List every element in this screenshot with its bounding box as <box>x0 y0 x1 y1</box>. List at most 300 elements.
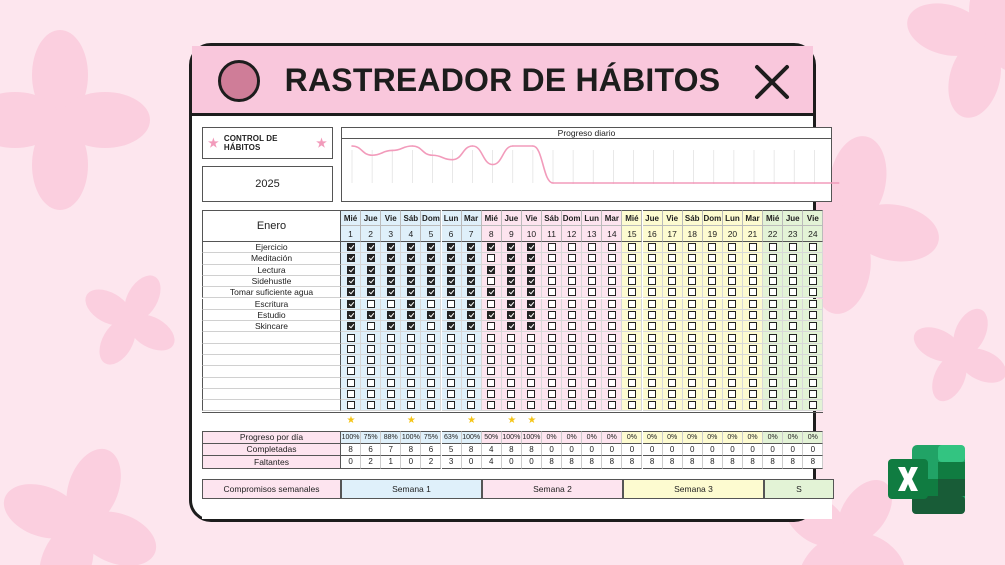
checkbox[interactable] <box>608 254 616 262</box>
checkbox-checked[interactable] <box>407 277 415 285</box>
checkbox[interactable] <box>749 254 757 262</box>
checkbox[interactable] <box>668 243 676 251</box>
checkbox[interactable] <box>347 345 355 353</box>
checkbox[interactable] <box>387 379 395 387</box>
checkbox[interactable] <box>728 277 736 285</box>
checkbox[interactable] <box>367 390 375 398</box>
checkbox[interactable] <box>769 345 777 353</box>
checkbox[interactable] <box>688 277 696 285</box>
checkbox[interactable] <box>749 322 757 330</box>
checkbox-checked[interactable] <box>407 311 415 319</box>
checkbox[interactable] <box>548 288 556 296</box>
checkbox[interactable] <box>648 334 656 342</box>
checkbox[interactable] <box>688 379 696 387</box>
checkbox[interactable] <box>708 300 716 308</box>
habit-name-empty[interactable] <box>202 378 341 389</box>
checkbox[interactable] <box>467 334 475 342</box>
checkbox[interactable] <box>588 243 596 251</box>
checkbox[interactable] <box>548 367 556 375</box>
checkbox[interactable] <box>447 367 455 375</box>
checkbox[interactable] <box>789 243 797 251</box>
checkbox-checked[interactable] <box>347 300 355 308</box>
checkbox[interactable] <box>367 401 375 409</box>
checkbox[interactable] <box>347 390 355 398</box>
checkbox-checked[interactable] <box>527 277 535 285</box>
checkbox[interactable] <box>668 300 676 308</box>
checkbox[interactable] <box>789 277 797 285</box>
checkbox[interactable] <box>809 243 817 251</box>
checkbox[interactable] <box>427 356 435 364</box>
checkbox-checked[interactable] <box>487 266 495 274</box>
checkbox[interactable] <box>749 311 757 319</box>
checkbox[interactable] <box>809 254 817 262</box>
checkbox[interactable] <box>648 401 656 409</box>
habit-name[interactable]: Estudio <box>202 310 341 321</box>
checkbox[interactable] <box>487 390 495 398</box>
checkbox[interactable] <box>467 379 475 387</box>
checkbox[interactable] <box>769 288 777 296</box>
checkbox[interactable] <box>688 322 696 330</box>
checkbox[interactable] <box>728 288 736 296</box>
checkbox[interactable] <box>648 277 656 285</box>
habit-name[interactable]: Sidehustle <box>202 276 341 287</box>
checkbox[interactable] <box>568 288 576 296</box>
checkbox-checked[interactable] <box>527 311 535 319</box>
checkbox[interactable] <box>809 401 817 409</box>
habit-name-empty[interactable] <box>202 389 341 400</box>
checkbox[interactable] <box>728 356 736 364</box>
checkbox[interactable] <box>628 288 636 296</box>
checkbox[interactable] <box>749 334 757 342</box>
checkbox[interactable] <box>789 401 797 409</box>
checkbox[interactable] <box>749 401 757 409</box>
checkbox[interactable] <box>367 300 375 308</box>
checkbox[interactable] <box>789 288 797 296</box>
checkbox[interactable] <box>507 367 515 375</box>
checkbox[interactable] <box>347 356 355 364</box>
checkbox-checked[interactable] <box>527 300 535 308</box>
checkbox[interactable] <box>487 367 495 375</box>
checkbox[interactable] <box>427 300 435 308</box>
checkbox-checked[interactable] <box>467 311 475 319</box>
checkbox[interactable] <box>568 322 576 330</box>
checkbox[interactable] <box>487 322 495 330</box>
checkbox[interactable] <box>527 390 535 398</box>
checkbox-checked[interactable] <box>387 277 395 285</box>
checkbox[interactable] <box>688 390 696 398</box>
checkbox-checked[interactable] <box>367 311 375 319</box>
checkbox-checked[interactable] <box>507 311 515 319</box>
checkbox[interactable] <box>628 379 636 387</box>
checkbox[interactable] <box>548 266 556 274</box>
checkbox[interactable] <box>688 367 696 375</box>
checkbox[interactable] <box>668 334 676 342</box>
checkbox[interactable] <box>628 243 636 251</box>
checkbox[interactable] <box>769 300 777 308</box>
checkbox[interactable] <box>427 345 435 353</box>
checkbox[interactable] <box>789 390 797 398</box>
checkbox-checked[interactable] <box>347 277 355 285</box>
checkbox[interactable] <box>427 367 435 375</box>
checkbox[interactable] <box>608 300 616 308</box>
checkbox[interactable] <box>769 401 777 409</box>
month-header[interactable]: Enero <box>202 210 341 242</box>
checkbox[interactable] <box>568 345 576 353</box>
checkbox[interactable] <box>648 243 656 251</box>
checkbox[interactable] <box>628 266 636 274</box>
week-2-label[interactable]: Semana 2 <box>482 479 623 499</box>
checkbox[interactable] <box>568 334 576 342</box>
checkbox-checked[interactable] <box>367 243 375 251</box>
checkbox-checked[interactable] <box>447 288 455 296</box>
week-4-label[interactable]: S <box>764 479 834 499</box>
checkbox[interactable] <box>749 367 757 375</box>
checkbox[interactable] <box>769 254 777 262</box>
checkbox[interactable] <box>367 334 375 342</box>
checkbox[interactable] <box>447 300 455 308</box>
checkbox[interactable] <box>568 401 576 409</box>
checkbox-checked[interactable] <box>507 288 515 296</box>
checkbox[interactable] <box>407 379 415 387</box>
checkbox[interactable] <box>427 401 435 409</box>
checkbox[interactable] <box>769 367 777 375</box>
checkbox[interactable] <box>648 254 656 262</box>
checkbox[interactable] <box>548 379 556 387</box>
checkbox[interactable] <box>708 401 716 409</box>
checkbox[interactable] <box>668 311 676 319</box>
checkbox[interactable] <box>688 300 696 308</box>
checkbox-checked[interactable] <box>507 277 515 285</box>
checkbox-checked[interactable] <box>347 254 355 262</box>
checkbox-checked[interactable] <box>407 243 415 251</box>
checkbox[interactable] <box>708 390 716 398</box>
checkbox[interactable] <box>548 254 556 262</box>
checkbox[interactable] <box>708 356 716 364</box>
checkbox[interactable] <box>608 266 616 274</box>
checkbox-checked[interactable] <box>527 243 535 251</box>
checkbox[interactable] <box>588 390 596 398</box>
checkbox[interactable] <box>487 277 495 285</box>
window-dot-icon[interactable] <box>218 60 260 102</box>
checkbox[interactable] <box>447 390 455 398</box>
checkbox[interactable] <box>688 243 696 251</box>
week-1-label[interactable]: Semana 1 <box>341 479 482 499</box>
checkbox[interactable] <box>708 266 716 274</box>
checkbox[interactable] <box>789 300 797 308</box>
checkbox[interactable] <box>548 243 556 251</box>
checkbox[interactable] <box>628 311 636 319</box>
checkbox-checked[interactable] <box>347 266 355 274</box>
checkbox[interactable] <box>387 401 395 409</box>
checkbox[interactable] <box>467 401 475 409</box>
checkbox[interactable] <box>708 243 716 251</box>
checkbox-checked[interactable] <box>347 243 355 251</box>
checkbox[interactable] <box>769 334 777 342</box>
checkbox[interactable] <box>407 401 415 409</box>
checkbox[interactable] <box>367 367 375 375</box>
checkbox-checked[interactable] <box>467 254 475 262</box>
checkbox[interactable] <box>608 311 616 319</box>
checkbox[interactable] <box>648 379 656 387</box>
checkbox[interactable] <box>769 277 777 285</box>
checkbox[interactable] <box>487 300 495 308</box>
checkbox[interactable] <box>387 356 395 364</box>
checkbox[interactable] <box>769 243 777 251</box>
checkbox[interactable] <box>407 390 415 398</box>
checkbox[interactable] <box>789 334 797 342</box>
checkbox[interactable] <box>548 334 556 342</box>
checkbox[interactable] <box>708 367 716 375</box>
habit-name[interactable]: Meditación <box>202 253 341 264</box>
checkbox[interactable] <box>487 356 495 364</box>
checkbox[interactable] <box>668 322 676 330</box>
checkbox[interactable] <box>588 254 596 262</box>
checkbox[interactable] <box>728 243 736 251</box>
checkbox[interactable] <box>527 334 535 342</box>
checkbox[interactable] <box>708 345 716 353</box>
checkbox[interactable] <box>769 379 777 387</box>
checkbox-checked[interactable] <box>367 266 375 274</box>
checkbox-checked[interactable] <box>367 277 375 285</box>
checkbox[interactable] <box>749 288 757 296</box>
checkbox[interactable] <box>507 379 515 387</box>
checkbox[interactable] <box>407 345 415 353</box>
checkbox-checked[interactable] <box>427 243 435 251</box>
checkbox-checked[interactable] <box>407 254 415 262</box>
habit-name-empty[interactable] <box>202 366 341 377</box>
checkbox[interactable] <box>447 334 455 342</box>
checkbox[interactable] <box>749 243 757 251</box>
checkbox-checked[interactable] <box>347 311 355 319</box>
checkbox[interactable] <box>648 300 656 308</box>
checkbox[interactable] <box>668 356 676 364</box>
checkbox[interactable] <box>809 334 817 342</box>
checkbox[interactable] <box>708 288 716 296</box>
checkbox[interactable] <box>608 334 616 342</box>
checkbox[interactable] <box>628 334 636 342</box>
checkbox[interactable] <box>608 243 616 251</box>
checkbox[interactable] <box>347 367 355 375</box>
checkbox[interactable] <box>648 356 656 364</box>
checkbox-checked[interactable] <box>507 300 515 308</box>
checkbox[interactable] <box>728 334 736 342</box>
checkbox[interactable] <box>588 322 596 330</box>
checkbox[interactable] <box>628 367 636 375</box>
checkbox[interactable] <box>367 379 375 387</box>
checkbox[interactable] <box>708 311 716 319</box>
checkbox[interactable] <box>809 356 817 364</box>
checkbox-checked[interactable] <box>387 254 395 262</box>
checkbox[interactable] <box>507 390 515 398</box>
habit-name[interactable]: Tomar suficiente agua <box>202 287 341 298</box>
checkbox[interactable] <box>648 345 656 353</box>
checkbox[interactable] <box>809 367 817 375</box>
checkbox[interactable] <box>507 356 515 364</box>
checkbox[interactable] <box>568 243 576 251</box>
checkbox-checked[interactable] <box>467 300 475 308</box>
checkbox[interactable] <box>668 277 676 285</box>
checkbox[interactable] <box>648 266 656 274</box>
checkbox[interactable] <box>628 300 636 308</box>
checkbox[interactable] <box>608 390 616 398</box>
checkbox-checked[interactable] <box>467 322 475 330</box>
checkbox[interactable] <box>628 401 636 409</box>
checkbox[interactable] <box>568 356 576 364</box>
checkbox[interactable] <box>608 367 616 375</box>
checkbox[interactable] <box>749 379 757 387</box>
checkbox[interactable] <box>809 266 817 274</box>
checkbox[interactable] <box>568 311 576 319</box>
checkbox[interactable] <box>548 356 556 364</box>
checkbox-checked[interactable] <box>427 254 435 262</box>
checkbox[interactable] <box>548 345 556 353</box>
checkbox[interactable] <box>749 345 757 353</box>
checkbox[interactable] <box>507 345 515 353</box>
checkbox[interactable] <box>728 345 736 353</box>
checkbox[interactable] <box>809 277 817 285</box>
checkbox[interactable] <box>769 266 777 274</box>
checkbox[interactable] <box>447 345 455 353</box>
weekly-commitments-body[interactable] <box>202 499 832 519</box>
checkbox[interactable] <box>588 401 596 409</box>
checkbox[interactable] <box>568 300 576 308</box>
checkbox[interactable] <box>809 288 817 296</box>
checkbox[interactable] <box>648 390 656 398</box>
checkbox[interactable] <box>527 379 535 387</box>
checkbox[interactable] <box>728 367 736 375</box>
checkbox[interactable] <box>648 322 656 330</box>
checkbox-checked[interactable] <box>407 322 415 330</box>
checkbox[interactable] <box>749 277 757 285</box>
checkbox[interactable] <box>447 379 455 387</box>
checkbox[interactable] <box>588 356 596 364</box>
checkbox[interactable] <box>467 345 475 353</box>
checkbox-checked[interactable] <box>427 311 435 319</box>
checkbox[interactable] <box>708 277 716 285</box>
checkbox[interactable] <box>789 356 797 364</box>
checkbox[interactable] <box>789 266 797 274</box>
checkbox[interactable] <box>668 401 676 409</box>
checkbox[interactable] <box>688 401 696 409</box>
checkbox[interactable] <box>628 254 636 262</box>
checkbox-checked[interactable] <box>387 288 395 296</box>
checkbox-checked[interactable] <box>447 266 455 274</box>
checkbox[interactable] <box>608 345 616 353</box>
week-3-label[interactable]: Semana 3 <box>623 479 764 499</box>
checkbox[interactable] <box>588 334 596 342</box>
checkbox[interactable] <box>648 311 656 319</box>
checkbox[interactable] <box>728 266 736 274</box>
checkbox[interactable] <box>688 311 696 319</box>
checkbox[interactable] <box>427 379 435 387</box>
checkbox[interactable] <box>588 367 596 375</box>
checkbox[interactable] <box>548 322 556 330</box>
checkbox-checked[interactable] <box>507 254 515 262</box>
year-cell[interactable] <box>202 166 333 202</box>
checkbox[interactable] <box>527 367 535 375</box>
checkbox[interactable] <box>407 367 415 375</box>
checkbox[interactable] <box>568 266 576 274</box>
checkbox-checked[interactable] <box>407 288 415 296</box>
checkbox[interactable] <box>427 322 435 330</box>
checkbox[interactable] <box>769 311 777 319</box>
checkbox-checked[interactable] <box>427 277 435 285</box>
checkbox-checked[interactable] <box>367 254 375 262</box>
checkbox[interactable] <box>668 266 676 274</box>
checkbox[interactable] <box>668 367 676 375</box>
checkbox[interactable] <box>668 390 676 398</box>
checkbox[interactable] <box>608 401 616 409</box>
checkbox[interactable] <box>427 334 435 342</box>
checkbox[interactable] <box>568 367 576 375</box>
checkbox[interactable] <box>708 254 716 262</box>
checkbox[interactable] <box>648 288 656 296</box>
checkbox[interactable] <box>447 356 455 364</box>
checkbox[interactable] <box>588 379 596 387</box>
checkbox[interactable] <box>668 345 676 353</box>
checkbox-checked[interactable] <box>407 266 415 274</box>
checkbox-checked[interactable] <box>487 311 495 319</box>
checkbox[interactable] <box>648 367 656 375</box>
checkbox[interactable] <box>749 266 757 274</box>
checkbox[interactable] <box>568 379 576 387</box>
checkbox[interactable] <box>347 401 355 409</box>
checkbox[interactable] <box>688 345 696 353</box>
checkbox[interactable] <box>527 401 535 409</box>
checkbox-checked[interactable] <box>387 311 395 319</box>
checkbox[interactable] <box>548 300 556 308</box>
checkbox[interactable] <box>447 401 455 409</box>
checkbox-checked[interactable] <box>387 322 395 330</box>
checkbox-checked[interactable] <box>427 288 435 296</box>
checkbox[interactable] <box>588 266 596 274</box>
checkbox[interactable] <box>688 288 696 296</box>
checkbox[interactable] <box>387 334 395 342</box>
checkbox[interactable] <box>749 300 757 308</box>
checkbox[interactable] <box>809 311 817 319</box>
checkbox-checked[interactable] <box>447 243 455 251</box>
checkbox[interactable] <box>809 390 817 398</box>
checkbox[interactable] <box>708 379 716 387</box>
checkbox-checked[interactable] <box>447 277 455 285</box>
checkbox[interactable] <box>728 254 736 262</box>
checkbox[interactable] <box>467 356 475 364</box>
checkbox-checked[interactable] <box>387 266 395 274</box>
checkbox[interactable] <box>487 401 495 409</box>
checkbox[interactable] <box>668 254 676 262</box>
checkbox[interactable] <box>427 390 435 398</box>
checkbox-checked[interactable] <box>467 288 475 296</box>
checkbox[interactable] <box>809 300 817 308</box>
checkbox[interactable] <box>608 322 616 330</box>
checkbox[interactable] <box>407 334 415 342</box>
checkbox[interactable] <box>668 288 676 296</box>
checkbox[interactable] <box>769 390 777 398</box>
checkbox[interactable] <box>588 311 596 319</box>
checkbox-checked[interactable] <box>487 243 495 251</box>
checkbox[interactable] <box>588 277 596 285</box>
checkbox-checked[interactable] <box>467 266 475 274</box>
checkbox-checked[interactable] <box>507 243 515 251</box>
checkbox[interactable] <box>708 334 716 342</box>
checkbox[interactable] <box>527 345 535 353</box>
checkbox[interactable] <box>789 345 797 353</box>
checkbox[interactable] <box>608 277 616 285</box>
checkbox[interactable] <box>749 356 757 364</box>
checkbox-checked[interactable] <box>527 288 535 296</box>
checkbox[interactable] <box>789 367 797 375</box>
checkbox[interactable] <box>608 288 616 296</box>
